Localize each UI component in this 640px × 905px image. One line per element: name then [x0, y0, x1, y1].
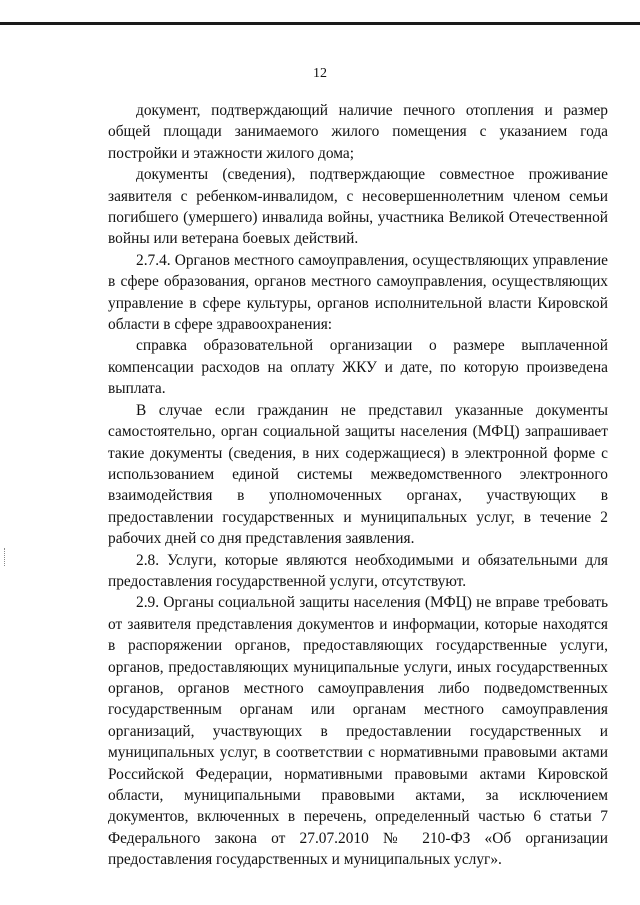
- paragraph-2-8: 2.8. Услуги, которые являются необходимыми и обязательными для предоставления государственной услуги, отсутствуют.: [108, 551, 608, 590]
- paragraph-2-9: 2.9. Органы социальной защиты населения (МФЦ) не вправе требовать от заявителя представления документов и информации, которые находятся в распоряжении органов, предоставляющих государственные услуги, органов, предоставляющих муниципальные услуги, иных государственных органов, органов местного самоуправления либо подведомственных государственным органам или органам местного самоуправления организаций, участвующих в предоставлении государственных и муниципальных услуг, в соответствии с нормативными правовыми актами Российской Федерации, нормативными правовыми актами Кировской области, муниципальными правовыми актами, за исключением документов, включенных в перечень, определенный частью 6 статьи 7 Федерального закона от 27.07.2010 № 210-ФЗ «Об организации предоставления государственных и муниципальных услуг».: [108, 594, 608, 869]
- page-number: 12: [313, 66, 327, 81]
- paragraph-cohabitation-documents: документы (сведения), подтверждающие совместное проживание заявителя с ребенком-инвалидом, с несовершеннолетним членом семьи погибшего (умершего) инвалида войны, участника Великой Отечественной войны или ветерана боевых действий.: [108, 166, 608, 248]
- page-top-border: [0, 22, 640, 25]
- margin-scan-mark: [4, 548, 7, 566]
- paragraph-2-7-4: 2.7.4. Органов местного самоуправления, осуществляющих управление в сфере образования, органов местного самоуправления, осуществляющих управление в сфере культуры, органов исполнительной власти Кировской области в сфере здравоохранения:: [108, 251, 608, 334]
- document-body: [108, 100, 608, 871]
- paragraph-interagency-request: В случае если гражданин не представил указанные документы самостоятельно, орган социальной защиты населения (МФЦ) запрашивает такие документы (сведения, в них содержащиеся) в электронной форме с использованием единой системы межведомственного электронного взаимодействия в уполномоченных органах, участвующих в предоставлении государственных и муниципальных услуг, в течение 2 рабочих дней со дня представления заявления.: [108, 401, 608, 548]
- paragraph-education-certificate: справка образовательной организации о размере выплаченной компенсации расходов на оплату ЖКУ и дате, по которую произведена выплата.: [108, 337, 608, 398]
- paragraph-heating-document: документ, подтверждающий наличие печного отопления и размер общей площади занимаемого жилого помещения с указанием года постройки и этажности жилого дома;: [108, 102, 608, 162]
